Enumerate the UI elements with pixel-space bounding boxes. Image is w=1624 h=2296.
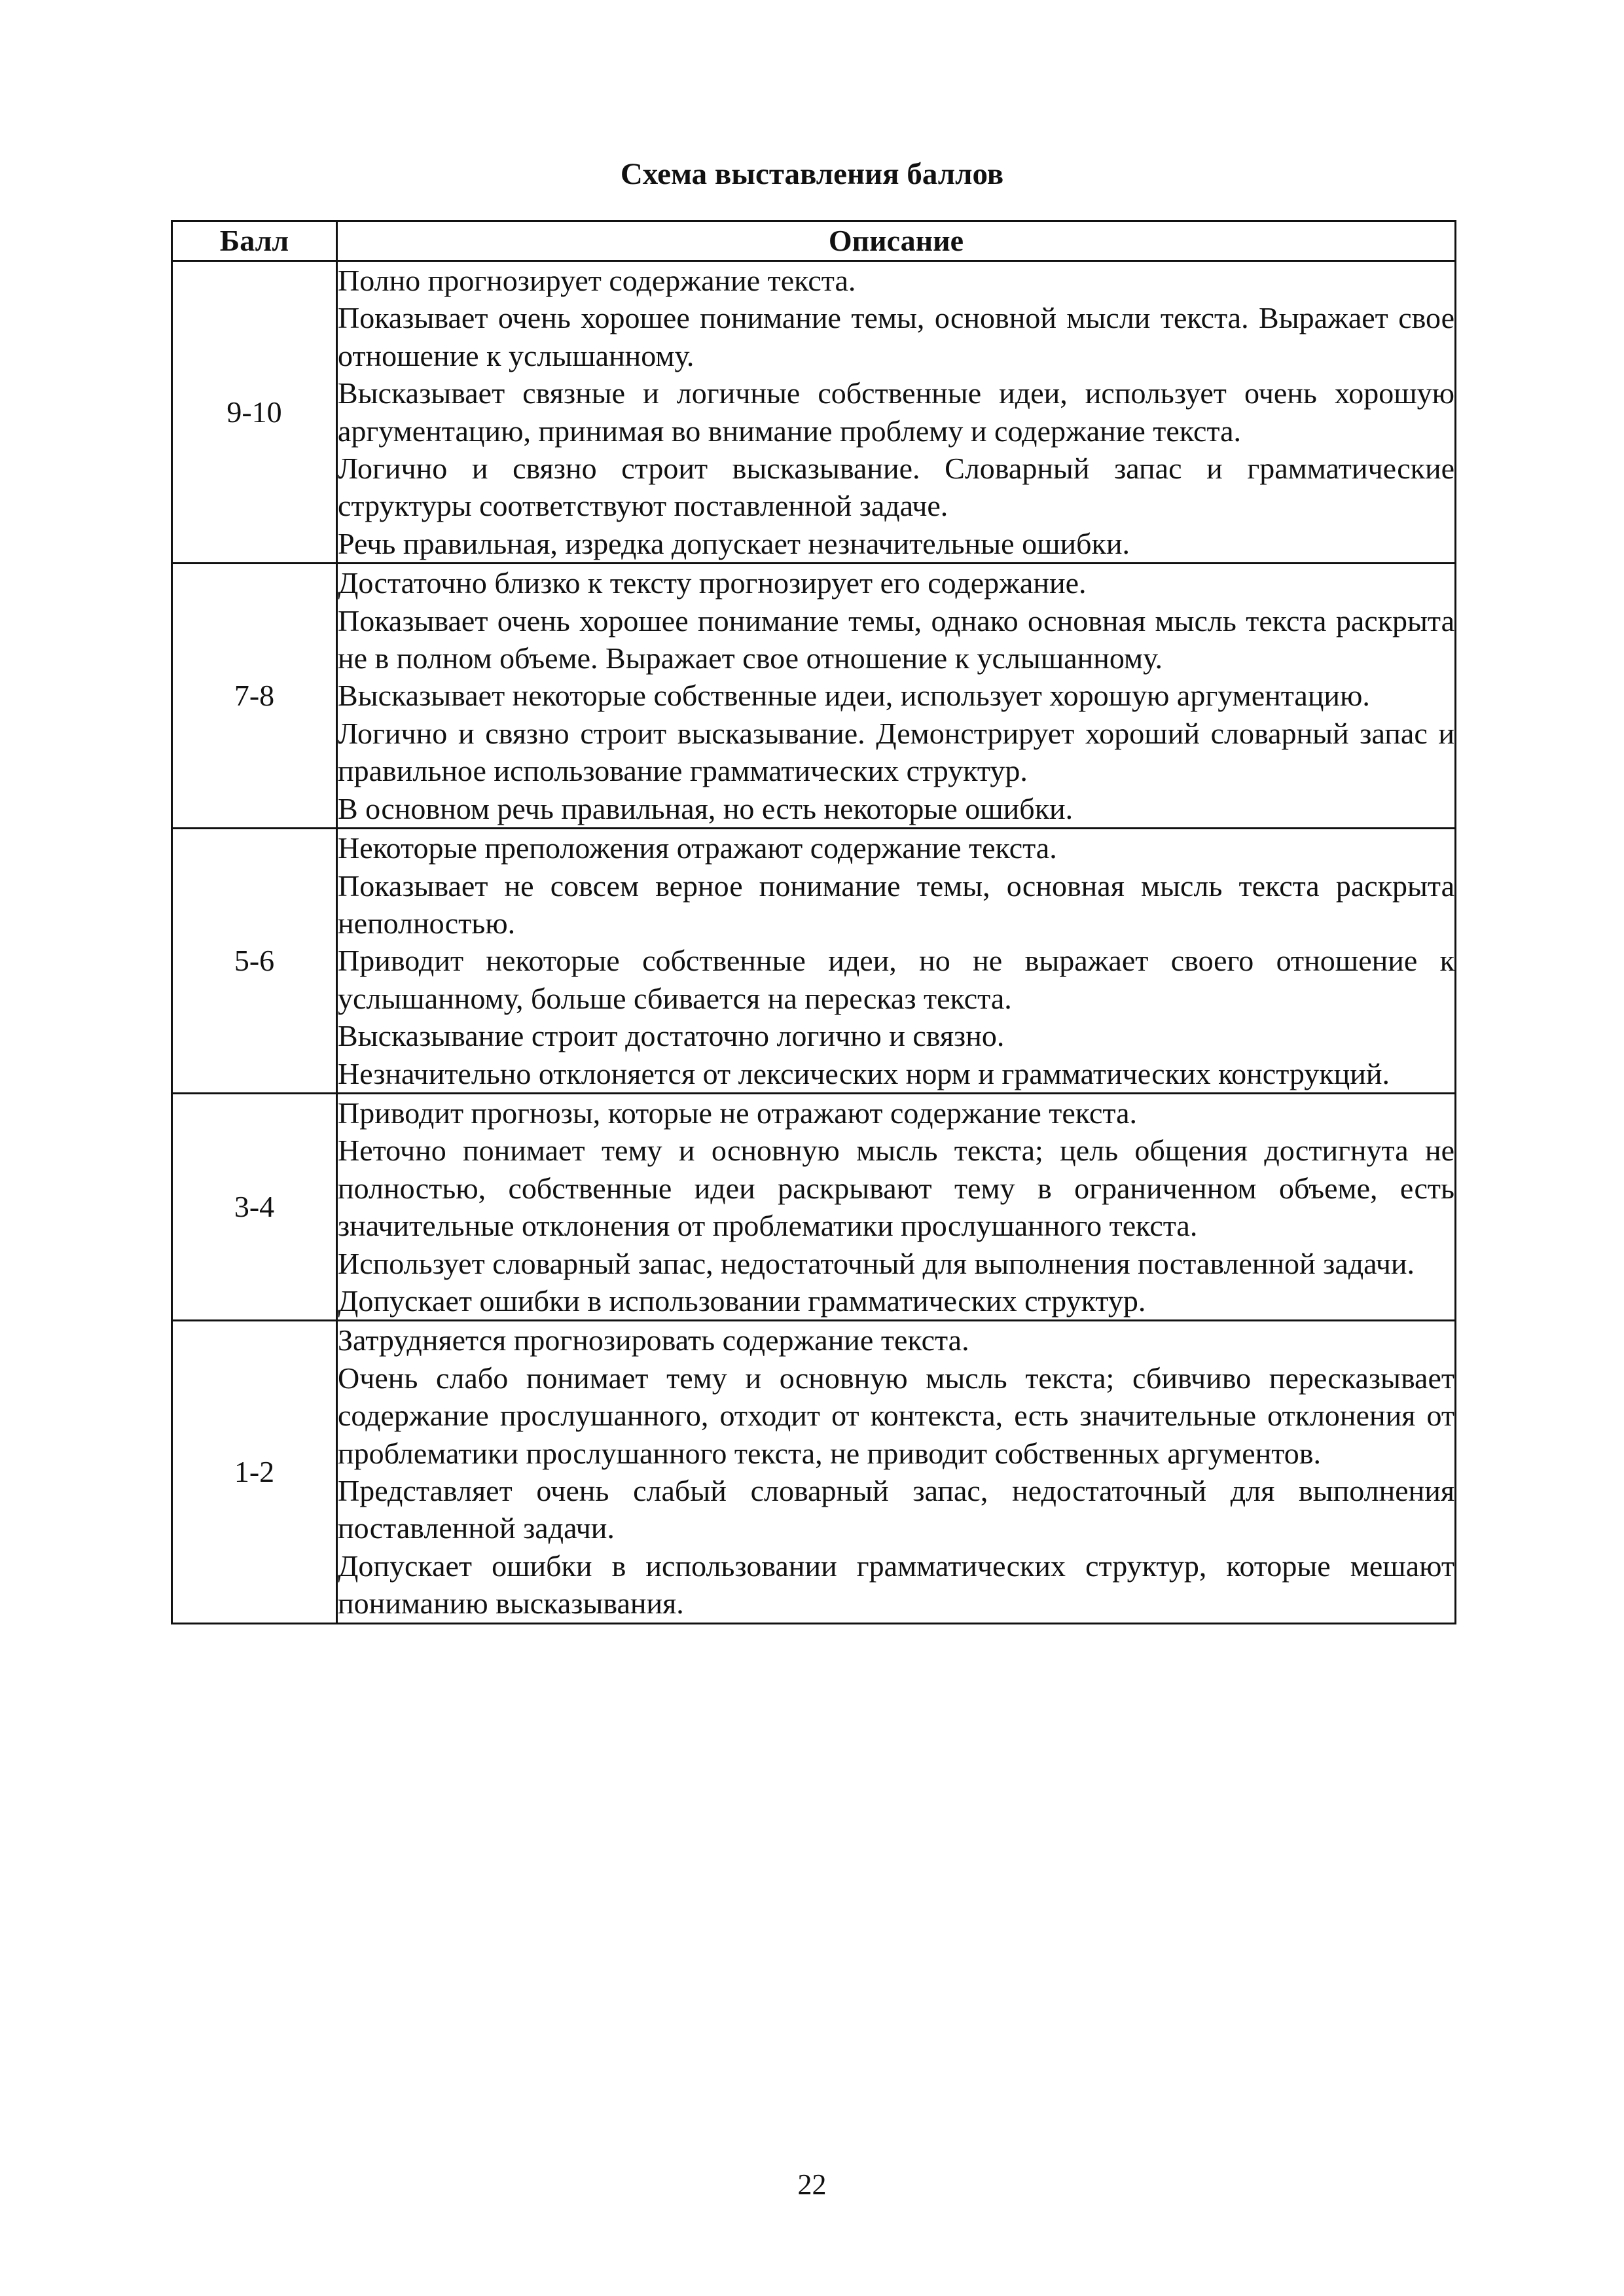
description-cell	[337, 829, 1456, 1094]
table-row	[172, 564, 1456, 829]
description-line: Затрудняется прогнозировать содержание текста.	[338, 1323, 969, 1357]
score-cell: 7-8	[172, 564, 337, 829]
table-header-row	[172, 221, 1456, 261]
description-line: Показывает не совсем верное понимание темы, основная мысль текста раскрыта неполностью.	[338, 869, 1454, 940]
description-line: Приводит прогнозы, которые не отражают содержание текста.	[338, 1096, 1137, 1130]
description-cell	[337, 564, 1456, 829]
description-line: Логично и связно строит высказывание. Демонстрирует хороший словарный запас и правильное использование грамматических структур.	[338, 716, 1454, 788]
description-line: Приводит некоторые собственные идеи, но не выражает своего отношение к услышанному, больше сбивается на пересказ текста.	[338, 944, 1454, 1015]
description-line: Логично и связно строит высказывание. Словарный запас и грамматические структуры соответствуют поставленной задаче.	[338, 452, 1454, 523]
description-line: Высказывает связные и логичные собственные идеи, использует очень хорошую аргументацию, принимая во внимание проблему и содержание текста.	[338, 376, 1454, 448]
description-cell	[337, 1321, 1456, 1623]
table-row	[172, 829, 1456, 1094]
description-line: Достаточно близко к тексту прогнозирует его содержание.	[338, 566, 1087, 600]
description-line: Высказывает некоторые собственные идеи, использует хорошую аргументацию.	[338, 679, 1370, 713]
score-cell: 3-4	[172, 1093, 337, 1320]
description-line: Показывает очень хорошее понимание темы, однако основная мысль текста раскрыта не в полном объеме. Выражает свое отношение к услышанному.	[338, 603, 1454, 675]
description-line: Использует словарный запас, недостаточный для выполнения поставленной задачи.	[338, 1246, 1415, 1280]
score-cell: 5-6	[172, 829, 337, 1094]
description-line: Незначительно отклоняется от лексических норм и грамматических конструкций.	[338, 1056, 1390, 1090]
page-number: 22	[797, 2168, 827, 2200]
description-line: Некоторые преположения отражают содержание текста.	[338, 831, 1057, 865]
description-line: Представляет очень слабый словарный запас, недостаточный для выполнения поставленной задачи.	[338, 1474, 1454, 1545]
score-cell: 9-10	[172, 261, 337, 564]
header-score: Балл	[172, 221, 337, 261]
description-line: В основном речь правильная, но есть некоторые ошибки.	[338, 791, 1074, 825]
description-line: Очень слабо понимает тему и основную мысль текста; сбивчиво пересказывает содержание прослушанного, отходит от контекста, есть значительные отклонения от проблематики прослушанного текста, не приводит собственных аргументов.	[338, 1361, 1454, 1470]
description-line: Показывает очень хорошее понимание темы, основной мысли текста. Выражает свое отношение к услышанному.	[338, 301, 1454, 372]
description-line: Речь правильная, изредка допускает незначительные ошибки.	[338, 526, 1130, 560]
description-line: Допускает ошибки в использовании грамматических структур.	[338, 1283, 1146, 1318]
score-cell: 1-2	[172, 1321, 337, 1623]
header-description: Описание	[337, 221, 1456, 261]
table-row	[172, 1321, 1456, 1623]
page-title: Схема выставления баллов	[620, 157, 1004, 191]
table-row	[172, 1093, 1456, 1320]
table-row	[172, 261, 1456, 564]
description-cell	[337, 261, 1456, 564]
description-line: Допускает ошибки в использовании грамматических структур, которые мешают пониманию высказывания.	[338, 1549, 1454, 1621]
description-line: Высказывание строит достаточно логично и связно.	[338, 1019, 1005, 1053]
description-cell	[337, 1093, 1456, 1320]
description-line: Полно прогнозирует содержание текста.	[338, 264, 856, 297]
description-line: Неточно понимает тему и основную мысль текста; цель общения достигнута не полностью, собственные идеи раскрывают тему в ограниченном объеме, есть значительные отклонения от проблематики прослушанного текста.	[338, 1134, 1454, 1243]
scoring-table	[171, 220, 1456, 1624]
